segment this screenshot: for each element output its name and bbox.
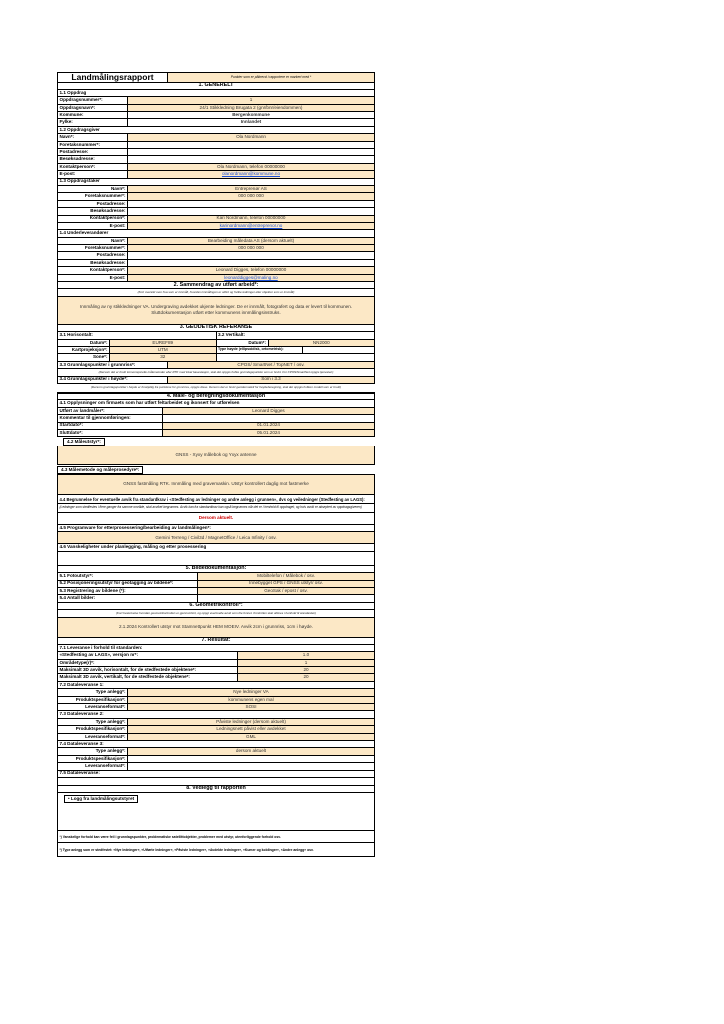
section-7-5-title: 7.5 Dataleveranse:	[59, 770, 100, 776]
field-avvik-horisontalt[interactable]: 20	[238, 667, 374, 673]
section-4-1-title: 4.1 Opplysninger om firmaets som har utført feltarbeidet og ikonsert for utførelsen	[59, 400, 240, 406]
label-navn: Navn*:	[58, 134, 128, 140]
report-title: Landmålingsrapport	[58, 73, 168, 82]
label-postadresse: Postadresse:	[58, 201, 128, 207]
label-avvik-vertikalt: Maksimalt 3D avvik, vertikalt, for de stedfestede objektene*:	[58, 674, 238, 680]
section-1-3-title: 1.3 Oppdragstaker	[59, 178, 100, 184]
section-4-6-title: 4.6 Vanskeligheter under planlegging, måling og etter prosessering	[59, 544, 207, 550]
label-type-anlegg: Type anlegg*:	[58, 689, 128, 695]
section-7-4-title: 7.4 Dataleveranse 3:	[59, 741, 104, 746]
label-postadresse: Postadresse:	[58, 252, 128, 258]
field-kommune[interactable]: Bergenkommune	[128, 112, 374, 118]
field-underleverandor-postadresse[interactable]	[128, 252, 374, 258]
label-kontakt: Kontaktperson*:	[58, 216, 128, 222]
label-leveranseformat: Leveranseformat*:	[58, 704, 128, 710]
field-oppdragsgiver-besoksadresse[interactable]	[128, 156, 374, 162]
field-underleverandor-epost[interactable]: leonarddigges@maling.no	[128, 275, 374, 281]
label-posisjonering: 5.2 Posisjoneringsutstyr for geotagging av bildene*:	[58, 581, 198, 587]
section-7-1-title: 7.1 Leveranse i forhold til standarden:	[59, 644, 143, 650]
label-besoksadresse: Besøksadresse:	[58, 156, 128, 162]
field-leveranseformat-2[interactable]: GML	[128, 734, 374, 740]
label-foretak: Foretaksnummer*:	[58, 142, 128, 148]
label-registrering: 5.3 Registrering av bildene (*):	[58, 588, 198, 594]
label-produktspesifikasjon: Produktspesifikasjon*:	[58, 756, 128, 762]
required-note: Punkter som er påkrevd i rapportere er markert med *	[168, 73, 374, 82]
label-foretak: Foretaksnummer*:	[58, 245, 128, 251]
label-epost: E-post:	[58, 171, 128, 177]
section-2-note: (Kort oversikt over hva som er innmålt, hvordan innmålingen er utført og hvilke ledninger eller objekter som er innmålt)	[137, 290, 295, 295]
field-kartprojeksjon[interactable]: UTM	[110, 347, 216, 353]
label-besoksadresse: Besøksadresse:	[58, 260, 128, 266]
field-grunnlag[interactable]: CPOS/ SmartNet / TopNET / osv.	[168, 362, 374, 368]
field-omradetype[interactable]: 1	[238, 660, 374, 666]
field-produktspesifikasjon-2[interactable]: Ledningsnett påvist eller avdekket	[128, 726, 374, 732]
field-maleutstyr[interactable]: GNSS - Xyxy målebok og Yxyx antenne	[58, 446, 374, 465]
footnote-2: ²) Type anlegg som er stedfestet: «Nye ledninger», «Utførte ledninger», «Påviste ledninger», «Avdekte ledninger», «Kumer og koblinger», «Andre anlegg» osv.	[59, 847, 314, 852]
report-form	[57, 72, 375, 857]
field-datum[interactable]: EUREF89	[110, 340, 216, 346]
field-stedfesting[interactable]: 1.0	[238, 652, 374, 658]
label-oppdragsnummer: Oppdragsnummer*:	[58, 97, 128, 103]
label-foretak: Foretaksnummer*:	[58, 193, 128, 199]
label-startdato: Startdato*:	[58, 423, 163, 429]
field-antall-bilder[interactable]	[198, 595, 374, 601]
field-registrering[interactable]: GeoSak / epost / osv.	[198, 588, 374, 594]
label-produktspesifikasjon: Produktspesifikasjon*:	[58, 697, 128, 703]
label-kommentar: Kommentar til gjennomføringen:	[58, 415, 163, 421]
field-metode[interactable]: GNSS fastmåling RTK. Innmåling med gravemaskin. Utstyr kontrollert daglig mot fastmerke	[58, 475, 374, 494]
field-utfort[interactable]: Leonard Digges	[163, 408, 374, 414]
field-oppdragstaker-kontakt[interactable]: Kari Nordmann, telefon 00000000	[128, 216, 374, 222]
section-1-2-title: 1.2 Oppdragsgiver	[59, 126, 100, 132]
section-1-1-title: 1.1 Oppdrag	[59, 89, 87, 95]
section-5-title: 5. Bildedokumentasjon:	[185, 565, 247, 572]
section-4-3-title: 4.3 Målemetode og måleprosedyre*:	[57, 466, 143, 473]
label-sone: Sone*:	[58, 354, 110, 360]
grunnlag-note: (Dersom det er brukt konvensjonelle målemetoder eller RTK med lokal basestasjon, skal det oppgis hvilke grunnlagspunkter som er brukt. For CPOS/SmartNet oppgis tjenesten)	[98, 369, 334, 374]
field-hoyde[interactable]: Som i 3.3	[168, 377, 374, 383]
field-posisjonering[interactable]: Innebygget GPS / GNSS utstyr/ osv.	[198, 581, 374, 587]
field-programvare[interactable]: Gemini Terreng / Civil3d / MagnetOffice / Leica Infinity / osv.	[58, 532, 374, 543]
field-oppdragsnavn[interactable]: 24/1 Stikkledning Brugata 2 (gnr/bnr/eiendommen)	[128, 105, 374, 111]
label-type-anlegg: Type anlegg*:	[58, 719, 128, 725]
label-avvik-horisontalt: Maksimalt 3D avvik, horisontalt, for de stedfestede objektene*:	[58, 667, 238, 673]
field-oppdragsgiver-epost[interactable]: olanordmann@kommune.no	[128, 171, 374, 177]
section-7-3-title: 7.3 Dataleveranse 2:	[59, 711, 104, 717]
label-oppdragsnavn: Oppdragsnavn*:	[58, 105, 128, 111]
label-grunnlag: 3.3 Grunnlagspunkter i grunnriss*:	[58, 362, 168, 368]
field-oppdragsgiver-postadresse[interactable]	[128, 149, 374, 155]
label-postadresse: Postadresse:	[58, 149, 128, 155]
field-underleverandor-navn[interactable]: Bearbeiding måledata AS (dersom aktuelt)	[128, 238, 374, 244]
label-hoyde: 3.4 Grunnlagspunkter i høyde*:	[58, 377, 168, 383]
section-4-title: 4. Måle- og beregningsdokumentasjon	[166, 393, 266, 399]
hoyde-note: (Dersom grunnlagspunkter i høyde er forskjellig fra punktene for grunnriss, oppgis disse. Dersom det er brukt geoidemodell for høydeberegning, skal det oppgis hvilken modell som er brukt)	[90, 385, 342, 390]
section-7-2-title: 7.2 Dataleveranse 1:	[59, 681, 104, 687]
section-3-title: 3. GEODETISK REFERANSE	[179, 324, 253, 331]
section-6-note: (Kort beskrivelse hvordan geometrikontrollen er gjennomført, og oppgi eventuelle avvik som ble funnet. Kontrollen skal utføres i henhold til standarden)	[115, 610, 317, 615]
summary-text[interactable]: Innmåling av ny stikkledninger VA. Undergraving avdekket ukjente ledninger. De er innmålt, fotografert og data er levert til kommunen. Sluttdokumentasjon utført etter kommunens innmålingsinstruks.	[58, 297, 374, 324]
section-4-4-note: (Ledninger som stedfestes i flere ganger fra samme område, skal avviket begrunnes. Avvik kan fra standardkrav kan også begrunnes når det er i henhold til oppdraget, og hvis avvik er akseptert av oppdragsgiveren)	[59, 505, 362, 510]
field-oppdragstaker-epost[interactable]: karinordmann@entreprenor.no	[128, 223, 374, 229]
section-3-1-title: 3.1 Horisontalt:	[59, 332, 93, 338]
label-kontakt: Kontaktperson*:	[58, 267, 128, 273]
field-type-anlegg-1[interactable]: Nye ledninger VA	[128, 689, 374, 695]
field-startdato[interactable]: 01.01.2024	[163, 423, 374, 429]
label-type-anlegg: Type anlegg*:	[58, 748, 128, 754]
field-sone[interactable]: 32	[110, 354, 216, 360]
section-1-title: 1. GENERELT	[198, 82, 234, 88]
label-antall-bilder: 5.4 Antall bilder:	[58, 595, 198, 601]
label-fotoutstyr: 5.1 Fotoutstyr*:	[58, 573, 198, 579]
field-leveranseformat-3[interactable]	[128, 763, 374, 769]
section-4-5-title: 4.5 Programvare for etterprosessering/bearbeiding av landmålingen*:	[59, 525, 211, 530]
label-kartprojeksjon: Kartprojeksjon*:	[58, 347, 110, 353]
label-datum: Datum*:	[58, 340, 110, 346]
field-type-hoyde[interactable]	[303, 347, 375, 353]
section-4-2-title: 4.2 Måleutstyr*:	[63, 438, 105, 445]
label-epost: E-post:	[58, 275, 128, 281]
field-oppdragsgiver-kontakt[interactable]: Ola Nordmann, telefon 00000000	[128, 164, 374, 170]
field-fotoutstyr[interactable]: Mobiltelefon / Målebok / osv.	[198, 573, 374, 579]
section-6-title: 6. Geometrikontroll*:	[189, 602, 243, 609]
section-1-4-title: 1.4 Underleverandører	[59, 230, 109, 236]
section-7-title: 7. Resultat:	[201, 637, 231, 644]
field-oppdragsgiver-foretak[interactable]	[128, 142, 374, 148]
field-underleverandor-foretak[interactable]: 000 000 000	[128, 245, 374, 251]
field-fylke[interactable]: Innlandet	[128, 119, 374, 125]
field-oppdragstaker-besoksadresse[interactable]	[128, 208, 374, 214]
section-4-4-title: 4.4 Begrunnelse for eventuelle avvik fra standardkrav i «Stedfesting av ledninger og andre anlegg i grunnen», dvs og veiledninger (Stedfesting av LAGS):	[59, 496, 365, 502]
field-sluttdato[interactable]: 05.01.2024	[163, 430, 374, 436]
label-leveranseformat: Leveranseformat*:	[58, 734, 128, 740]
field-underleverandor-kontakt[interactable]: Leonard Digges, telefon 00000000	[128, 267, 374, 273]
label-sluttdato: Sluttdato*:	[58, 430, 163, 436]
label-epost: E-post:	[58, 223, 128, 229]
field-produktspesifikasjon-1[interactable]: kommunens egen mal	[128, 697, 374, 703]
label-utfort: Utført av landmåler*:	[58, 408, 163, 414]
section-3-2-title: 3.2 Vertikalt:	[218, 332, 246, 338]
attachment-item[interactable]: • Logg fra landmålingsutstyret	[64, 795, 138, 802]
field-oppdragstaker-foretak[interactable]: 000 000 000	[128, 193, 374, 199]
section-2-title: 2. Sammendrag av utført arbeid*:	[173, 282, 259, 288]
field-vanskeligheter[interactable]	[58, 552, 374, 565]
field-oppdragstaker-postadresse[interactable]	[128, 201, 374, 207]
label-stedfesting: «Stedfesting av LAGS», versjon nr*:	[58, 652, 238, 658]
field-kommentar[interactable]	[163, 415, 374, 421]
field-vertikal-datum[interactable]: NN2000	[269, 340, 375, 346]
field-type-anlegg-3[interactable]: dersom aktuelt	[128, 748, 374, 754]
field-avvik-vertikalt[interactable]: 20	[238, 674, 374, 680]
field-oppdragsgiver-navn[interactable]: Ola Nordmann	[128, 134, 374, 140]
label-vertikal-datum: Datum*:	[217, 340, 269, 346]
field-oppdragstaker-navn[interactable]: Entreprenør AS	[128, 186, 374, 192]
label-besoksadresse: Besøksadresse:	[58, 208, 128, 214]
field-underleverandor-besoksadresse[interactable]	[128, 260, 374, 266]
label-navn: Navn*:	[58, 186, 128, 192]
label-type-hoyde: Type høyde (ellipsoidisk, ortometrisk):	[217, 347, 303, 353]
field-leveranseformat-1[interactable]: SOSI	[128, 704, 374, 710]
label-omradetype: Områdetype(r)*:	[58, 660, 238, 666]
report-header	[57, 72, 375, 83]
section-8-title: 8. Vedlegg til rapporten	[186, 785, 246, 792]
footnote-1: ¹) Vanskelige forhold kan være feil i grunnlagspunkter, problematiske satellittobjekter, problemer med utstyr, utenforliggende forhold osv.	[59, 834, 281, 839]
label-navn: Navn*:	[58, 238, 128, 244]
field-type-anlegg-2[interactable]: Påviste ledninger (dersom aktuelt)	[128, 719, 374, 725]
field-avvik-begrunnelse[interactable]: Dersom aktuelt.	[198, 515, 234, 521]
field-oppdragsnummer[interactable]: 1	[128, 97, 374, 103]
label-produktspesifikasjon: Produktspesifikasjon*:	[58, 726, 128, 732]
label-fylke: Fylke:	[58, 119, 128, 125]
label-kommune: Kommune:	[58, 112, 128, 118]
field-geometrikontroll[interactable]: 2.1.2024 Kontrollert utstyr mot Stamnettpunkt HEM MOEIV. Avvik 2cm i grunnriss, 1cm i høyde.	[58, 618, 374, 637]
label-kontakt: Kontaktperson*:	[58, 164, 128, 170]
field-produktspesifikasjon-3[interactable]	[128, 756, 374, 762]
label-leveranseformat: Leveranseformat*:	[58, 763, 128, 769]
